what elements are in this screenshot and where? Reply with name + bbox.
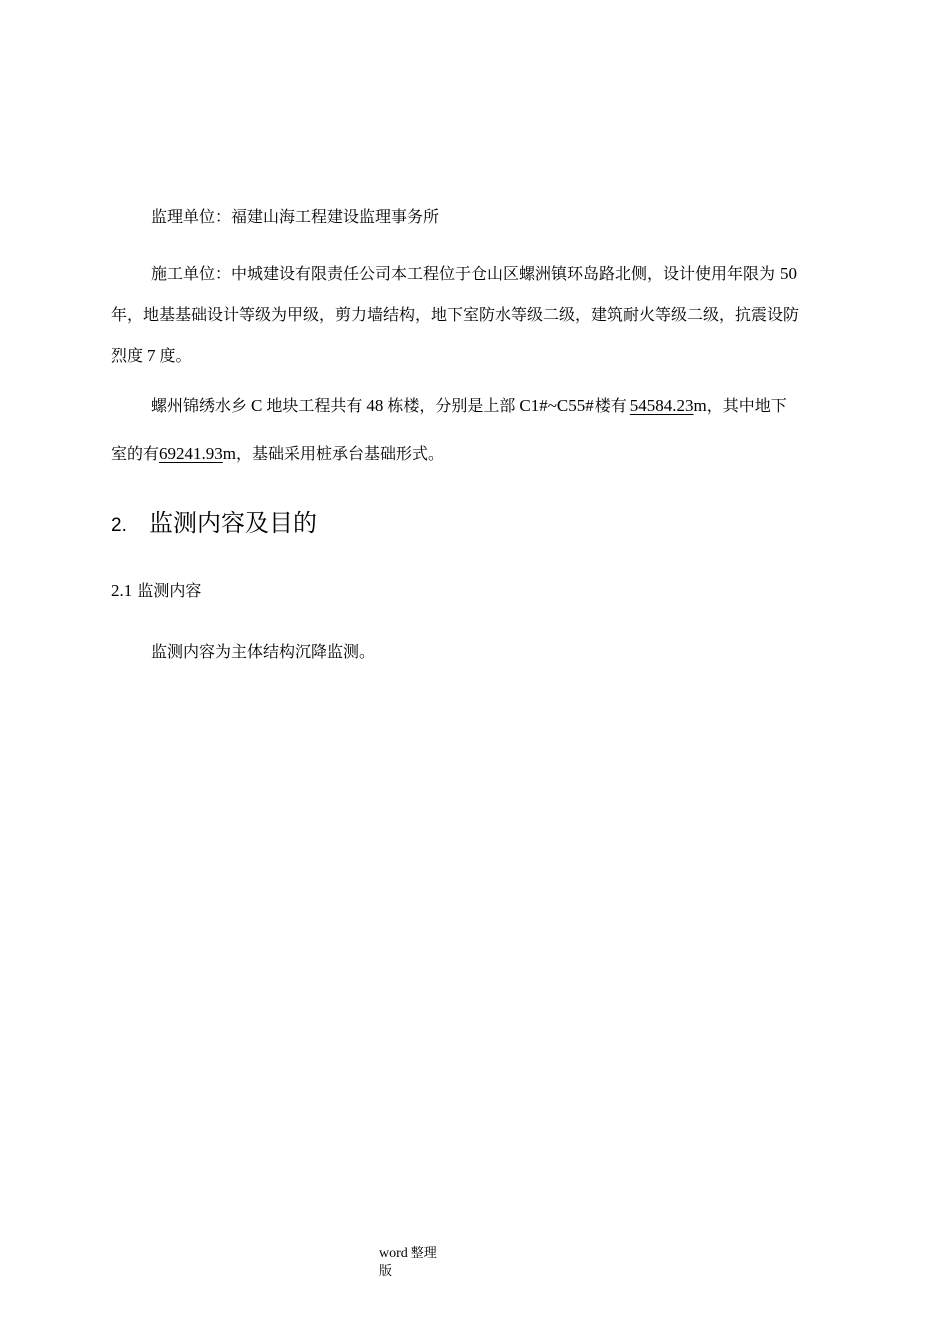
- footer-line-1: [379, 1245, 449, 1263]
- contractor-text-c: 烈度: [111, 346, 144, 365]
- design-life-years: 50: [780, 264, 798, 283]
- basement-area: 69241.93: [159, 444, 223, 463]
- building-count: 48: [366, 396, 384, 415]
- supervisor-paragraph: [111, 205, 851, 229]
- footer-text-a: 整理: [410, 1246, 437, 1261]
- project-text-b: 地块工程共有: [266, 396, 363, 415]
- section-2-title: 监测内容及目的: [149, 509, 317, 537]
- section-2-number: 2.: [111, 515, 127, 536]
- project-text-c: 栋楼，分别是上部: [387, 396, 516, 415]
- supervisor-text: 监理单位：福建山海工程建设监理事务所: [151, 207, 440, 226]
- section-2-heading: [111, 506, 317, 543]
- plot-letter: C: [251, 396, 263, 415]
- section-2-1-title: 监测内容: [137, 581, 202, 600]
- contractor-paragraph: [111, 253, 851, 376]
- project-line-2: [111, 430, 851, 478]
- project-text-f: 室的有: [111, 444, 160, 463]
- project-line-1: [111, 382, 851, 430]
- footer-watermark: [379, 1245, 449, 1281]
- building-range: C1#~C55#: [519, 396, 594, 415]
- footer-line-2: [379, 1263, 449, 1281]
- footer-text-b: 版: [379, 1264, 393, 1279]
- area-unit-2: m: [222, 444, 236, 463]
- section-2-1-heading: [111, 579, 201, 603]
- contractor-text-a: 施工单位：中城建设有限责任公司本工程位于仓山区螺洲镇环岛路北侧，设计使用年限为: [151, 264, 776, 283]
- project-text-e: ，其中地下: [706, 396, 787, 415]
- project-text-d: 楼有: [594, 396, 627, 415]
- content-paragraph: [111, 640, 851, 664]
- project-text-a: 螺州锦绣水乡: [151, 396, 248, 415]
- content-text: 监测内容为主体结构沉降监测。: [151, 642, 376, 661]
- contractor-line-1: [111, 253, 851, 294]
- contractor-text-b: 年，地基基础设计等级为甲级，剪力墙结构，地下室防水等级二级，建筑耐火等级二级，抗震设防: [111, 305, 800, 324]
- contractor-text-d: 度。: [159, 346, 192, 365]
- seismic-intensity: 7: [147, 346, 156, 365]
- contractor-line-2: [111, 294, 851, 335]
- above-ground-area: 54584.23: [629, 396, 694, 415]
- contractor-line-3: [111, 335, 851, 376]
- project-paragraph: [111, 382, 851, 478]
- footer-word: word: [379, 1246, 408, 1261]
- project-text-g: ，基础采用桩承台基础形式。: [236, 444, 445, 463]
- area-unit-1: m: [693, 396, 707, 415]
- section-2-1-number: 2.1: [111, 581, 133, 600]
